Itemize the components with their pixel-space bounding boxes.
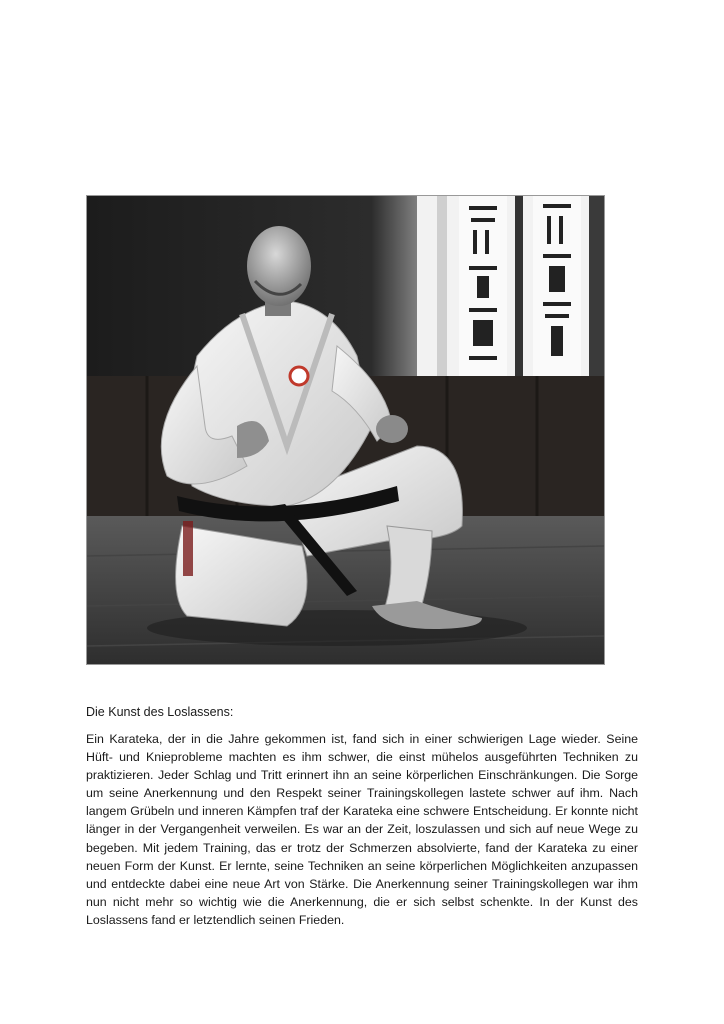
karateka-illustration [87,196,604,664]
document-body-paragraph: Ein Karateka, der in die Jahre gekommen ist, fand sich in einer schwierigen Lage wieder. Seine Hüft- und Knieprobleme machten es ihm schwer, die einst mühelos ausgeführten Techniken zu praktizieren. Jeder Schlag und Tritt erinnert ihn an seine körperlichen Einschränkungen. Die Sorge um seine Anerkennung und den Respekt seiner Trainingskollegen lastete schwer auf ihm. Nach langem Grübeln und inneren Kämpfen traf der Karateka eine schwere Entscheidung. Er konnte nicht länger in der Vergangenheit verweilen. Es war an der Zeit, loszulassen und sich auf neue Wege zu begeben. Mit jedem Training, das er trotz der Schmerzen absolvierte, fand der Karateka zu einer neuen Form der Kunst. Er lernte, seine Techniken an seine körperlichen Möglichkeiten anzupassen und entdeckte dabei eine neue Art von Stärke. Die Anerkennung seiner Trainingskollegen war ihm nun nicht mehr so wichtig wie die Anerkennung, die er sich selbst schenkte. In der Kunst des Loslassens fand er letztendlich seinen Frieden. [86,732,638,927]
karateka-photo [86,195,605,665]
document-heading: Die Kunst des Loslassens: [86,705,234,719]
